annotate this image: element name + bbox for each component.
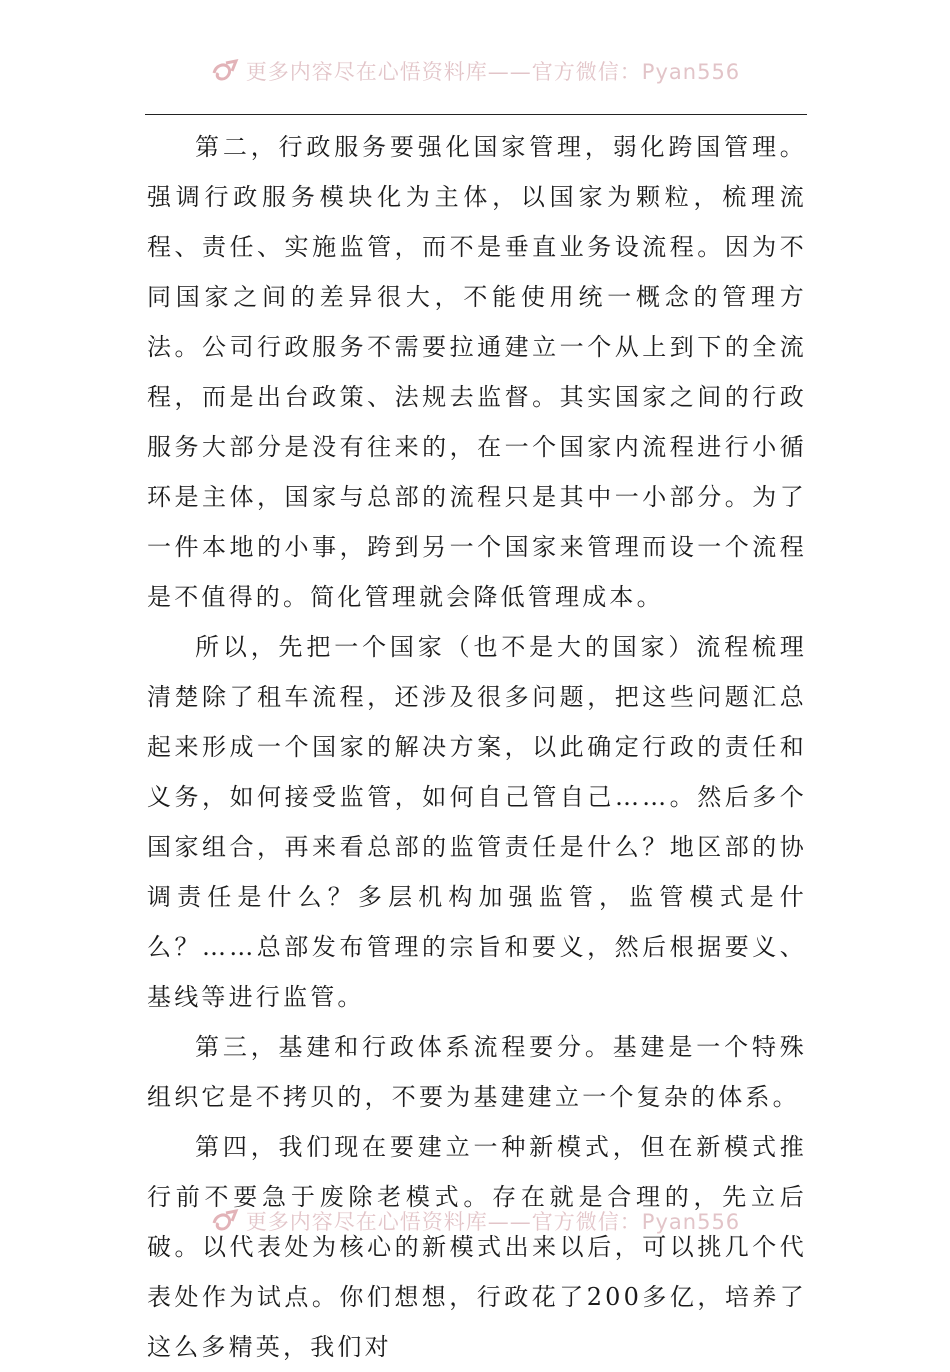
paragraph-2: 所以，先把一个国家（也不是大的国家）流程梳理清楚除了租车流程，还涉及很多问题，把这些问题汇总起来形成一个国家的解决方案，以此确定行政的责任和义务，如何接受监管，如何自己管自己……。然后多个国家组合，再来看总部的监管责任是什么？地区部的协调责任是什么？多层机构加强监管，监管模式是什么？……总部发布管理的宗旨和要义，然后根据要义、基线等进行监管。: [147, 633, 807, 1011]
watermark-logo-icon: [210, 1209, 240, 1233]
header-watermark: [0, 56, 950, 86]
document-body: [147, 122, 807, 1372]
header-divider: [145, 114, 807, 115]
watermark-text: 更多内容尽在心悟资料库——官方微信：Pyan556: [245, 60, 741, 84]
paragraph-3: 第三，基建和行政体系流程要分。基建是一个特殊组织它是不拷贝的，不要为基建建立一个复杂的体系。: [147, 1033, 807, 1111]
watermark-logo-icon: [210, 59, 240, 83]
paragraph-4: 第四，我们现在要建立一种新模式，但在新模式推行前不要急于废除老模式。存在就是合理的，先立后破。以代表处为核心的新模式出来以后，可以挑几个代表处作为试点。你们想想，行政花了200多亿，培养了这么多精英，我们对: [147, 1133, 807, 1361]
watermark-text: 更多内容尽在心悟资料库——官方微信：Pyan556: [245, 1210, 741, 1234]
paragraph-1: 第二，行政服务要强化国家管理，弱化跨国管理。强调行政服务模块化为主体，以国家为颗粒，梳理流程、责任、实施监管，而不是垂直业务设流程。因为不同国家之间的差异很大，不能使用统一概念的管理方法。公司行政服务不需要拉通建立一个从上到下的全流程，而是出台政策、法规去监督。其实国家之间的行政服务大部分是没有往来的，在一个国家内流程进行小循环是主体，国家与总部的流程只是其中一小部分。为了一件本地的小事，跨到另一个国家来管理而设一个流程是不值得的。简化管理就会降低管理成本。: [147, 133, 807, 611]
footer-watermark: [0, 1206, 950, 1236]
